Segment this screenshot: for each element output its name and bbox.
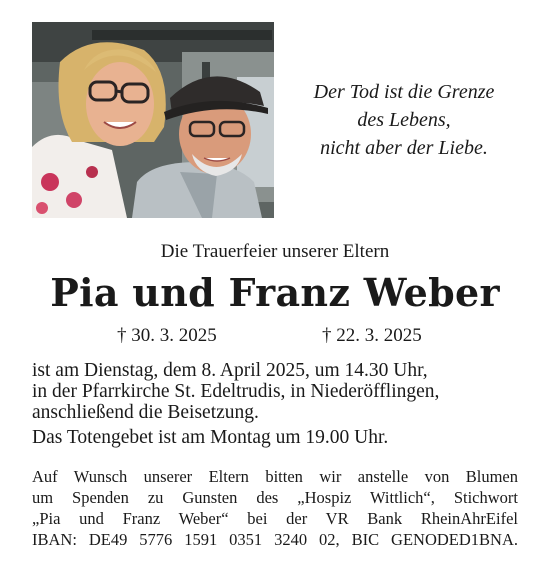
couple-photo	[32, 22, 274, 218]
death-date-first: † 30. 3. 2025	[117, 325, 217, 346]
intro-line: Die Trauerfeier unserer Eltern	[160, 241, 390, 262]
donation-line: Auf Wunsch unserer Eltern bitten wir anstelle von Blumen	[32, 467, 518, 486]
quote-line: des Lebens,	[357, 109, 451, 131]
quote-line: Der Tod ist die Grenze	[313, 81, 495, 103]
donation-line: „Pia und Franz Weber“ bei der VR Bank RheinAhrEifel	[32, 509, 518, 528]
ceremony-details	[32, 360, 532, 423]
deceased-names: Pia und Franz Weber	[50, 270, 500, 315]
quote-line: nicht aber der Liebe.	[320, 137, 488, 159]
rosary-prayer-info: Das Totengebet ist am Montag um 19.00 Uhr.	[32, 427, 389, 448]
ceremony-line: anschließend die Beisetzung.	[32, 402, 259, 423]
ceremony-line: ist am Dienstag, dem 8. April 2025, um 14.30 Uhr,	[32, 360, 428, 381]
memorial-quote	[278, 78, 530, 162]
donation-line: um Spenden zu Gunsten des „Hospiz Wittlich“, Stichwort	[32, 488, 518, 507]
donation-line: IBAN: DE49 5776 1591 0351 3240 02, BIC GENODED1BNA.	[32, 530, 518, 549]
donation-request	[32, 466, 518, 550]
ceremony-line: in der Pfarrkirche St. Edeltrudis, in Niederöfflingen,	[32, 381, 440, 402]
death-date-second: † 22. 3. 2025	[322, 325, 422, 346]
